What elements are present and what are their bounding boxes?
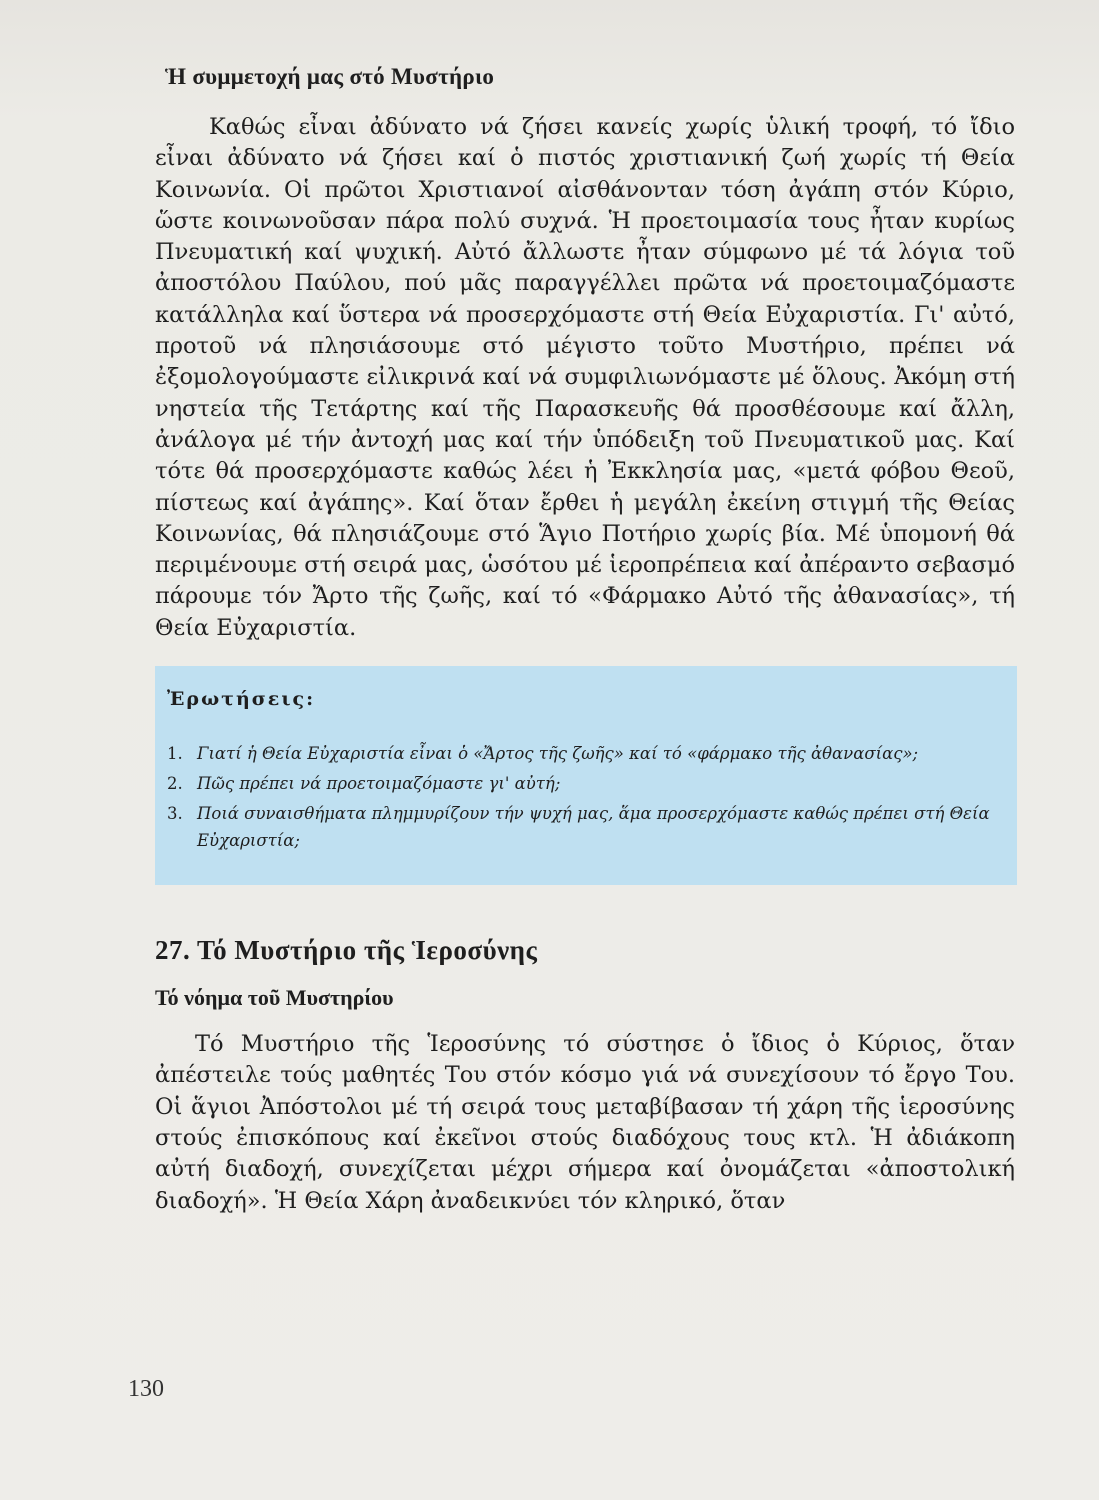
- page-content: [155, 62, 1015, 1217]
- question-number: 3.: [167, 804, 183, 824]
- question-text: Γιατί ἡ Θεία Εὐχαριστία εἶναι ὁ «Ἄρτος τῆς ζωῆς» καί τό «φάρμακο τῆς ἀθανασίας»;: [197, 744, 919, 764]
- chapter-paragraph: Τό Μυστήριο τῆς Ἱεροσύνης τό σύστησε ὁ ἴδιος ὁ Κύριος, ὅταν ἀπέστειλε τούς μαθητές Του στόν κόσμο γιά νά συνεχίσουν τό ἔργο Του. Οἱ ἅγιοι Ἀπόστολοι μέ τή σειρά τους μεταβίβασαν τή χάρη τῆς ἱεροσύνης στούς ἐπισκόπους καί ἐκεῖνοι στούς διαδόχους τους κτλ. Ἡ ἀδιάκοπη αὐτή διαδοχή, συνεχίζεται μέχρι σήμερα καί ὀνομάζεται «ἀποστολική διαδοχή». Ἡ Θεία Χάρη ἀναδεικνύει τόν κληρικό, ὅταν: [155, 1031, 1015, 1214]
- section-heading: Ἡ συμμετοχή μας στό Μυστήριο: [165, 64, 495, 89]
- question-text: Ποιά συναισθήματα πλημμυρίζουν τήν ψυχή μας, ἅμα προσερχόμαστε καθώς πρέπει στή Θεία Εὐχαριστία;: [197, 804, 990, 851]
- questions-title: Ἐρωτήσεις:: [167, 688, 316, 711]
- question-number: 1.: [167, 744, 183, 764]
- question-item: [167, 740, 999, 767]
- questions-list: [167, 740, 999, 854]
- page-number: 130: [128, 1376, 164, 1402]
- chapter-subtitle: Τό νόημα τοῦ Μυστηρίου: [155, 985, 394, 1011]
- question-item: [167, 800, 999, 854]
- chapter-title: 27. Τό Μυστήριο τῆς Ἱεροσύνης: [155, 935, 538, 966]
- questions-box: [155, 666, 1017, 885]
- question-number: 2.: [167, 774, 183, 794]
- section-paragraph: Καθώς εἶναι ἀδύνατο νά ζήσει κανείς χωρίς ὑλική τροφή, τό ἴδιο εἶναι ἀδύνατο νά ζήσει καί ὁ πιστός χριστιανική ζωή χωρίς τή Θεία Κοινωνία. Οἱ πρῶτοι Χριστιανοί αἰσθάνονταν τόση ἀγάπη στόν Κύριο, ὥστε κοινωνοῦσαν πάρα πολύ συχνά. Ἡ προετοιμασία τους ἦταν κυρίως Πνευματική καί ψυχική. Αὐτό ἄλλωστε ἦταν σύμφωνο μέ τά λόγια τοῦ ἀποστόλου Παύλου, πού μᾶς παραγγέλλει πρῶτα νά προετοιμαζόμαστε κατάλληλα καί ὕστερα νά προσερχόμαστε στή Θεία Εὐχαριστία. Γι' αὐτό, προτοῦ νά πλησιάσουμε στό μέγιστο τοῦτο Μυστήριο, πρέπει νά ἐξομολογούμαστε εἰλικρινά καί νά συμφιλιωνόμαστε μέ ὅλους. Ἀκόμη στή νηστεία τῆς Τετάρτης καί τῆς Παρασκευῆς θά προσθέσουμε καί ἄλλη, ἀνάλογα μέ τήν ἀντοχή μας καί τήν ὑπόδειξη τοῦ Πνευματικοῦ μας. Καί τότε θά προσερχόμαστε καθώς λέει ἡ Ἐκκλησία μας, «μετά φόβου Θεοῦ, πίστεως καί ἀγάπης». Καί ὅταν ἔρθει ἡ μεγάλη ἐκείνη στιγμή τῆς Θείας Κοινωνίας, θά πλησιάζουμε στό Ἅγιο Ποτήριο χωρίς βία. Μέ ὑπομονή θά περιμένουμε στή σειρά μας, ὡσότου μέ ἱεροπρέπεια καί ἀπέραντο σεβασμό πάρουμε τόν Ἄρτο τῆς ζωῆς, καί τό «Φάρμακο Αὐτό τῆς ἀθανασίας», τή Θεία Εὐχαριστία.: [155, 114, 1015, 641]
- question-text: Πῶς πρέπει νά προετοιμαζόμαστε γι' αὐτή;: [197, 774, 561, 794]
- question-item: [167, 770, 999, 797]
